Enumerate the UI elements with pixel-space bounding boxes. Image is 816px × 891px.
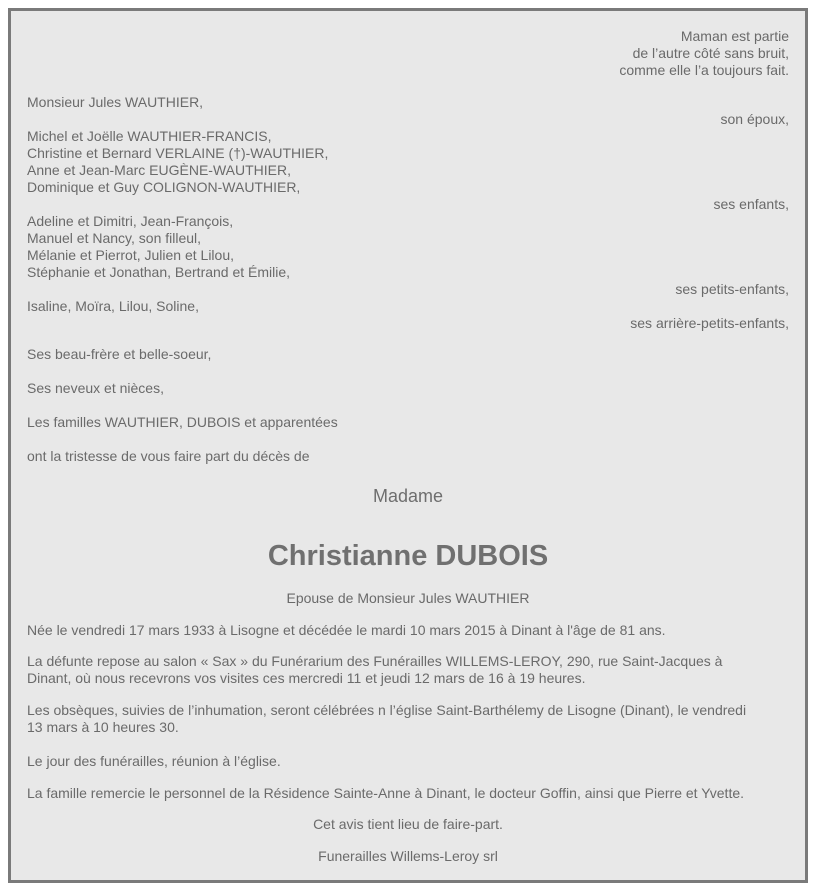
funeral-line: 13 mars à 10 heures 30. [27, 719, 179, 735]
grandchild-name: Stéphanie et Jonathan, Bertrand et Émilie, [27, 264, 291, 280]
nephews-line: Ses neveux et nièces, [27, 380, 164, 396]
child-name: Anne et Jean-Marc EUGÈNE-WAUTHIER, [27, 162, 291, 178]
funeral-line: Les obsèques, suivies de l’inhumation, seront célébrées n l’église Saint-Barthélemy de Lisogne (Dinant), le vendredi [27, 702, 747, 718]
obituary-notice [8, 8, 808, 883]
deceased-name: Christianne DUBOIS [267, 540, 549, 572]
grandchild-name: Mélanie et Pierrot, Julien et Lilou, [27, 247, 234, 263]
grandchildren-role: ses petits-enfants, [675, 281, 789, 297]
spouse-role: son époux, [720, 111, 789, 127]
rest-line: La défunte repose au salon « Sax » du Funérarium des Funérailles WILLEMS-LEROY, 290, rue Saint-Jacques à [27, 653, 723, 669]
spouse-name: Monsieur Jules WAUTHIER, [27, 94, 204, 110]
poem-line: comme elle l’a toujours fait. [619, 62, 789, 78]
notice-line: Cet avis tient lieu de faire-part. [313, 816, 503, 832]
grandchild-name: Manuel et Nancy, son filleul, [27, 230, 202, 246]
funeral-home-line: Funerailles Willems-Leroy srl [318, 848, 498, 864]
great-grandchildren-role: ses arrière-petits-enfants, [630, 315, 789, 331]
announcement-line: ont la tristesse de vous faire part du décès de [27, 448, 310, 464]
children-role: ses enfants, [713, 196, 789, 212]
poem-line: de l’autre côté sans bruit, [632, 45, 789, 61]
grandchild-name: Adeline et Dimitri, Jean-François, [27, 213, 234, 229]
thanks-line: La famille remercie le personnel de la Résidence Sainte-Anne à Dinant, le docteur Goffin, ainsi que Pierre et Yvette. [27, 785, 745, 801]
spouse-of-line: Epouse de Monsieur Jules WAUTHIER [286, 590, 530, 606]
families-line: Les familles WAUTHIER, DUBOIS et apparentées [27, 414, 338, 430]
child-name: Christine et Bernard VERLAINE (†)-WAUTHIER, [27, 145, 329, 161]
reunion-line: Le jour des funérailles, réunion à l’église. [27, 753, 281, 769]
rest-line: Dinant, où nous recevrons vos visites ces mercredi 11 et jeudi 12 mars de 16 à 19 heures. [27, 670, 586, 686]
birth-death-line: Née le vendredi 17 mars 1933 à Lisogne et décédée le mardi 10 mars 2015 à Dinant à l'âge de 81 ans. [27, 622, 666, 638]
deceased-title: Madame [372, 486, 444, 506]
poem-line: Maman est partie [680, 28, 789, 44]
child-name: Dominique et Guy COLIGNON-WAUTHIER, [27, 179, 301, 195]
child-name: Michel et Joëlle WAUTHIER-FRANCIS, [27, 128, 272, 144]
great-grandchildren-names: Isaline, Moïra, Lilou, Soline, [27, 298, 199, 314]
in-law-line: Ses beau-frère et belle-soeur, [27, 346, 212, 362]
